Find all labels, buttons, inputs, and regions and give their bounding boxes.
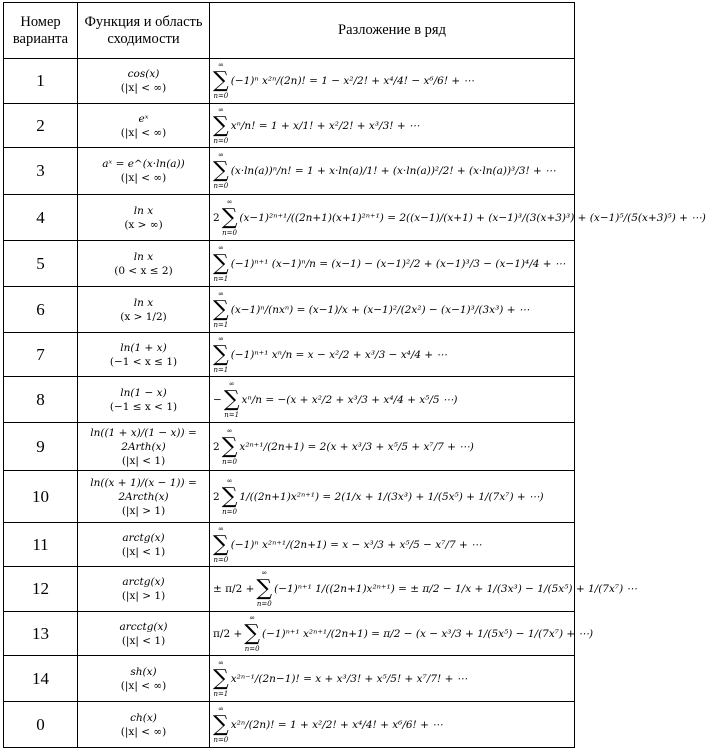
series-cell xyxy=(210,702,575,748)
sigma-symbol: ∞ ∑ n=0 xyxy=(213,61,229,100)
sigma-symbol: ∞ ∑ n=0 xyxy=(244,613,260,653)
function-name: arcctg(x) xyxy=(119,620,168,633)
variant-number: 8 xyxy=(4,377,78,423)
function-cell xyxy=(78,104,210,148)
function-name: arctg(x) xyxy=(122,531,165,544)
table-row xyxy=(4,241,575,287)
variant-number: 7 xyxy=(4,333,78,377)
variant-number: 10 xyxy=(4,471,78,523)
sum-upper-limit: ∞ xyxy=(226,426,233,435)
series-prefix: 2 xyxy=(213,211,220,224)
sum-lower-limit: n=0 xyxy=(213,136,229,145)
sigma-symbol: ∞ ∑ n=1 xyxy=(223,379,240,419)
function-name: ln x xyxy=(133,296,154,309)
function-name: eˣ xyxy=(138,112,149,125)
sigma-symbol: ∞ ∑ n=1 xyxy=(213,289,229,329)
function-cell xyxy=(78,333,210,377)
sigma-symbol: ∞ ∑ n=0 xyxy=(213,105,229,145)
function-cell xyxy=(78,287,210,333)
series-expansion: (x−1)ⁿ/(nxⁿ) = (x−1)/x + (x−1)²/(2x²) − (x−1)³/(3x³) + ⋯ xyxy=(230,303,530,316)
series-cell xyxy=(210,241,575,287)
variant-number: 0 xyxy=(4,702,78,748)
table-row xyxy=(4,423,575,471)
variant-number: 5 xyxy=(4,241,78,287)
table-row xyxy=(4,287,575,333)
sigma-symbol: ∞ ∑ n=1 xyxy=(213,243,229,283)
sum-lower-limit: n=0 xyxy=(213,735,229,744)
table-row xyxy=(4,702,575,748)
function-cell xyxy=(78,612,210,656)
sigma-symbol: ∞ ∑ n=0 xyxy=(221,426,238,466)
convergence-domain: (|x| < 1) xyxy=(121,545,166,558)
sum-upper-limit: ∞ xyxy=(217,704,224,713)
series-expansion: (−1)ⁿ⁺¹ 1/((2n+1)x²ⁿ⁺¹) = ± π/2 − 1/x + 1/(3x³) − 1/(5x⁵) + 1/(7x⁷) ⋯ xyxy=(274,583,638,595)
series-expansion: xⁿ/n = −(x + x²/2 + x³/3 + x⁴/4 + x⁵/5 ⋯) xyxy=(241,393,458,406)
variant-number: 14 xyxy=(4,656,78,702)
convergence-domain: (|x| > 1) xyxy=(121,590,166,602)
sum-lower-limit: n=0 xyxy=(256,600,272,608)
table-row xyxy=(4,656,575,702)
sum-upper-limit: ∞ xyxy=(226,197,233,206)
sigma-symbol: ∞ ∑ n=0 xyxy=(256,569,273,608)
function-cell xyxy=(78,377,210,423)
series-expansion: (−1)ⁿ x²ⁿ⁺¹/(2n+1) = x − x³/3 + x⁵/5 − x⁷/7 + ⋯ xyxy=(230,538,482,551)
sum-lower-limit: n=0 xyxy=(213,182,229,190)
sum-upper-limit: ∞ xyxy=(249,613,256,622)
variant-number: 3 xyxy=(4,148,78,195)
table-row xyxy=(4,377,575,423)
sum-upper-limit: ∞ xyxy=(261,569,268,577)
sum-lower-limit: n=1 xyxy=(213,689,229,698)
sum-upper-limit: ∞ xyxy=(217,151,224,159)
sigma-symbol: ∞ ∑ n=0 xyxy=(213,524,229,564)
variant-number: 12 xyxy=(4,567,78,612)
series-cell xyxy=(210,471,575,523)
series-cell xyxy=(210,423,575,471)
convergence-domain: (0 < x ≤ 2) xyxy=(114,264,173,277)
function-cell xyxy=(78,148,210,195)
sum-upper-limit: ∞ xyxy=(217,105,224,114)
sigma-symbol: ∞ ∑ n=0 xyxy=(213,151,229,190)
function-cell xyxy=(78,702,210,748)
header-expansion: Разложение в ряд xyxy=(210,3,575,59)
series-expansion: (x·ln(a))ⁿ/n! = 1 + x·ln(a)/1! + (x·ln(a))²/2! + (x·ln(a))³/3! + ⋯ xyxy=(230,165,556,177)
function-name: arctg(x) xyxy=(122,576,165,588)
sum-lower-limit: n=0 xyxy=(213,92,229,100)
function-cell xyxy=(78,656,210,702)
function-cell xyxy=(78,471,210,523)
convergence-domain: (x > 1/2) xyxy=(120,310,167,323)
sum-lower-limit: n=0 xyxy=(222,457,237,466)
series-cell xyxy=(210,656,575,702)
series-prefix: − xyxy=(213,393,222,406)
sum-upper-limit: ∞ xyxy=(217,61,224,69)
function-cell xyxy=(78,523,210,567)
variant-number: 11 xyxy=(4,523,78,567)
variant-number: 13 xyxy=(4,612,78,656)
series-cell xyxy=(210,333,575,377)
function-name: ln(1 − x) xyxy=(120,386,167,399)
function-cell xyxy=(78,241,210,287)
sigma-symbol: ∞ ∑ n=1 xyxy=(213,334,229,374)
series-expansion: (−1)ⁿ x²ⁿ/(2n)! = 1 − x²/2! + x⁴/4! − x⁶/6! + ⋯ xyxy=(230,75,475,87)
variant-number: 9 xyxy=(4,423,78,471)
convergence-domain: (|x| < 1) xyxy=(121,454,166,467)
convergence-domain: (|x| < ∞) xyxy=(120,679,167,692)
table-row xyxy=(4,612,575,656)
sum-upper-limit: ∞ xyxy=(217,243,224,252)
table-row xyxy=(4,195,575,241)
sum-lower-limit: n=0 xyxy=(244,644,260,653)
series-expansion: 1/((2n+1)x²ⁿ⁺¹) = 2(1/x + 1/(3x³) + 1/(5x⁵) + 1/(7x⁷) + ⋯) xyxy=(239,490,544,503)
series-cell xyxy=(210,612,594,656)
convergence-domain: (−1 ≤ x < 1) xyxy=(109,400,178,413)
series-cell xyxy=(210,287,575,333)
sum-lower-limit: n=1 xyxy=(213,274,229,283)
sum-lower-limit: n=1 xyxy=(213,320,229,329)
function-name: ln(1 + x) xyxy=(120,341,167,354)
table-row xyxy=(4,567,575,612)
series-expansion: x²ⁿ⁺¹/(2n+1) = 2(x + x³/3 + x⁵/5 + x⁷/7 + ⋯) xyxy=(239,440,474,453)
function-name: ch(x) xyxy=(130,711,157,724)
convergence-domain: (|x| < 1) xyxy=(121,634,166,647)
header-row xyxy=(4,3,575,59)
sum-lower-limit: n=1 xyxy=(213,365,229,374)
function-cell xyxy=(78,567,210,612)
series-cell xyxy=(210,104,575,148)
series-expansion: xⁿ/n! = 1 + x/1! + x²/2! + x³/3! + ⋯ xyxy=(230,119,420,132)
series-expansion: (−1)ⁿ⁺¹ (x−1)ⁿ/n = (x−1) − (x−1)²/2 + (x−1)³/3 − (x−1)⁴/4 + ⋯ xyxy=(230,257,566,270)
series-prefix: π/2 + xyxy=(213,627,243,640)
sum-lower-limit: n=0 xyxy=(213,555,229,564)
sigma-symbol: ∞ ∑ n=0 xyxy=(221,476,238,516)
series-cell xyxy=(210,148,575,195)
sigma-symbol: ∞ ∑ n=0 xyxy=(213,704,229,744)
sum-upper-limit: ∞ xyxy=(217,334,224,343)
convergence-domain: (|x| > 1) xyxy=(121,504,166,517)
table-row xyxy=(4,333,575,377)
header-function: Функция и область сходимости xyxy=(78,3,210,59)
sum-upper-limit: ∞ xyxy=(217,658,224,667)
table-row xyxy=(4,148,575,195)
variant-number: 1 xyxy=(4,59,78,104)
series-expansion: (−1)ⁿ⁺¹ xⁿ/n = x − x²/2 + x³/3 − x⁴/4 + ⋯ xyxy=(230,348,448,361)
sum-upper-limit: ∞ xyxy=(228,379,235,388)
convergence-domain: (|x| < ∞) xyxy=(120,172,167,184)
series-expansion: (x−1)²ⁿ⁺¹/((2n+1)(x+1)²ⁿ⁺¹) = 2((x−1)/(x+1) + (x−1)³/(3(x+3)³) + (x−1)⁵/(5(x+3)⁵) + ⋯) xyxy=(239,211,706,224)
function-name: ln x xyxy=(133,204,154,217)
series-prefix: ± π/2 + xyxy=(213,583,255,595)
table-row xyxy=(4,471,575,523)
table-row xyxy=(4,523,575,567)
sum-upper-limit: ∞ xyxy=(217,289,224,298)
sigma-symbol: ∞ ∑ n=1 xyxy=(213,658,229,698)
table-row xyxy=(4,104,575,148)
function-cell xyxy=(78,195,210,241)
series-expansion: x²ⁿ/(2n)! = 1 + x²/2! + x⁴/4! + x⁶/6! + ⋯ xyxy=(230,718,443,731)
sum-lower-limit: n=0 xyxy=(222,507,237,516)
convergence-domain: (x > ∞) xyxy=(124,218,163,231)
series-cell xyxy=(210,195,706,241)
series-expansion: (−1)ⁿ⁺¹ x²ⁿ⁺¹/(2n+1) = π/2 − (x − x³/3 + 1/(5x⁵) − 1/(7x⁷) + ⋯) xyxy=(261,627,594,640)
sum-upper-limit: ∞ xyxy=(226,476,233,485)
series-cell xyxy=(210,567,638,612)
variant-number: 6 xyxy=(4,287,78,333)
function-name: ln x xyxy=(133,250,154,263)
function-name: ln((x + 1)/(x − 1)) = 2Arcth(x) xyxy=(90,476,197,503)
series-expansion: x²ⁿ⁻¹/(2n−1)! = x + x³/3! + x⁵/5! + x⁷/7! + ⋯ xyxy=(230,672,468,685)
variant-number: 4 xyxy=(4,195,78,241)
function-name: sh(x) xyxy=(130,665,157,678)
sum-lower-limit: n=0 xyxy=(222,228,237,237)
convergence-domain: (|x| < ∞) xyxy=(120,725,167,738)
function-name: cos(x) xyxy=(127,68,160,80)
series-cell xyxy=(210,377,575,423)
function-cell xyxy=(78,423,210,471)
table-row xyxy=(4,59,575,104)
table-body xyxy=(4,59,706,748)
series-prefix: 2 xyxy=(213,440,220,453)
sum-lower-limit: n=1 xyxy=(224,410,240,419)
variant-number: 2 xyxy=(4,104,78,148)
series-cell xyxy=(210,59,575,104)
function-name: aˣ = e^(x·ln(a)) xyxy=(102,158,185,170)
convergence-domain: (|x| < ∞) xyxy=(120,126,167,139)
convergence-domain: (−1 < x ≤ 1) xyxy=(109,355,178,368)
function-name: ln((1 + x)/(1 − x)) = 2Arth(x) xyxy=(90,426,197,453)
series-cell xyxy=(210,523,575,567)
function-cell xyxy=(78,59,210,104)
series-prefix: 2 xyxy=(213,490,220,503)
sigma-symbol: ∞ ∑ n=0 xyxy=(221,197,238,237)
header-variant: Номер варианта xyxy=(4,3,78,59)
series-table xyxy=(3,2,706,748)
convergence-domain: (|x| < ∞) xyxy=(120,82,167,94)
sum-upper-limit: ∞ xyxy=(217,524,224,533)
